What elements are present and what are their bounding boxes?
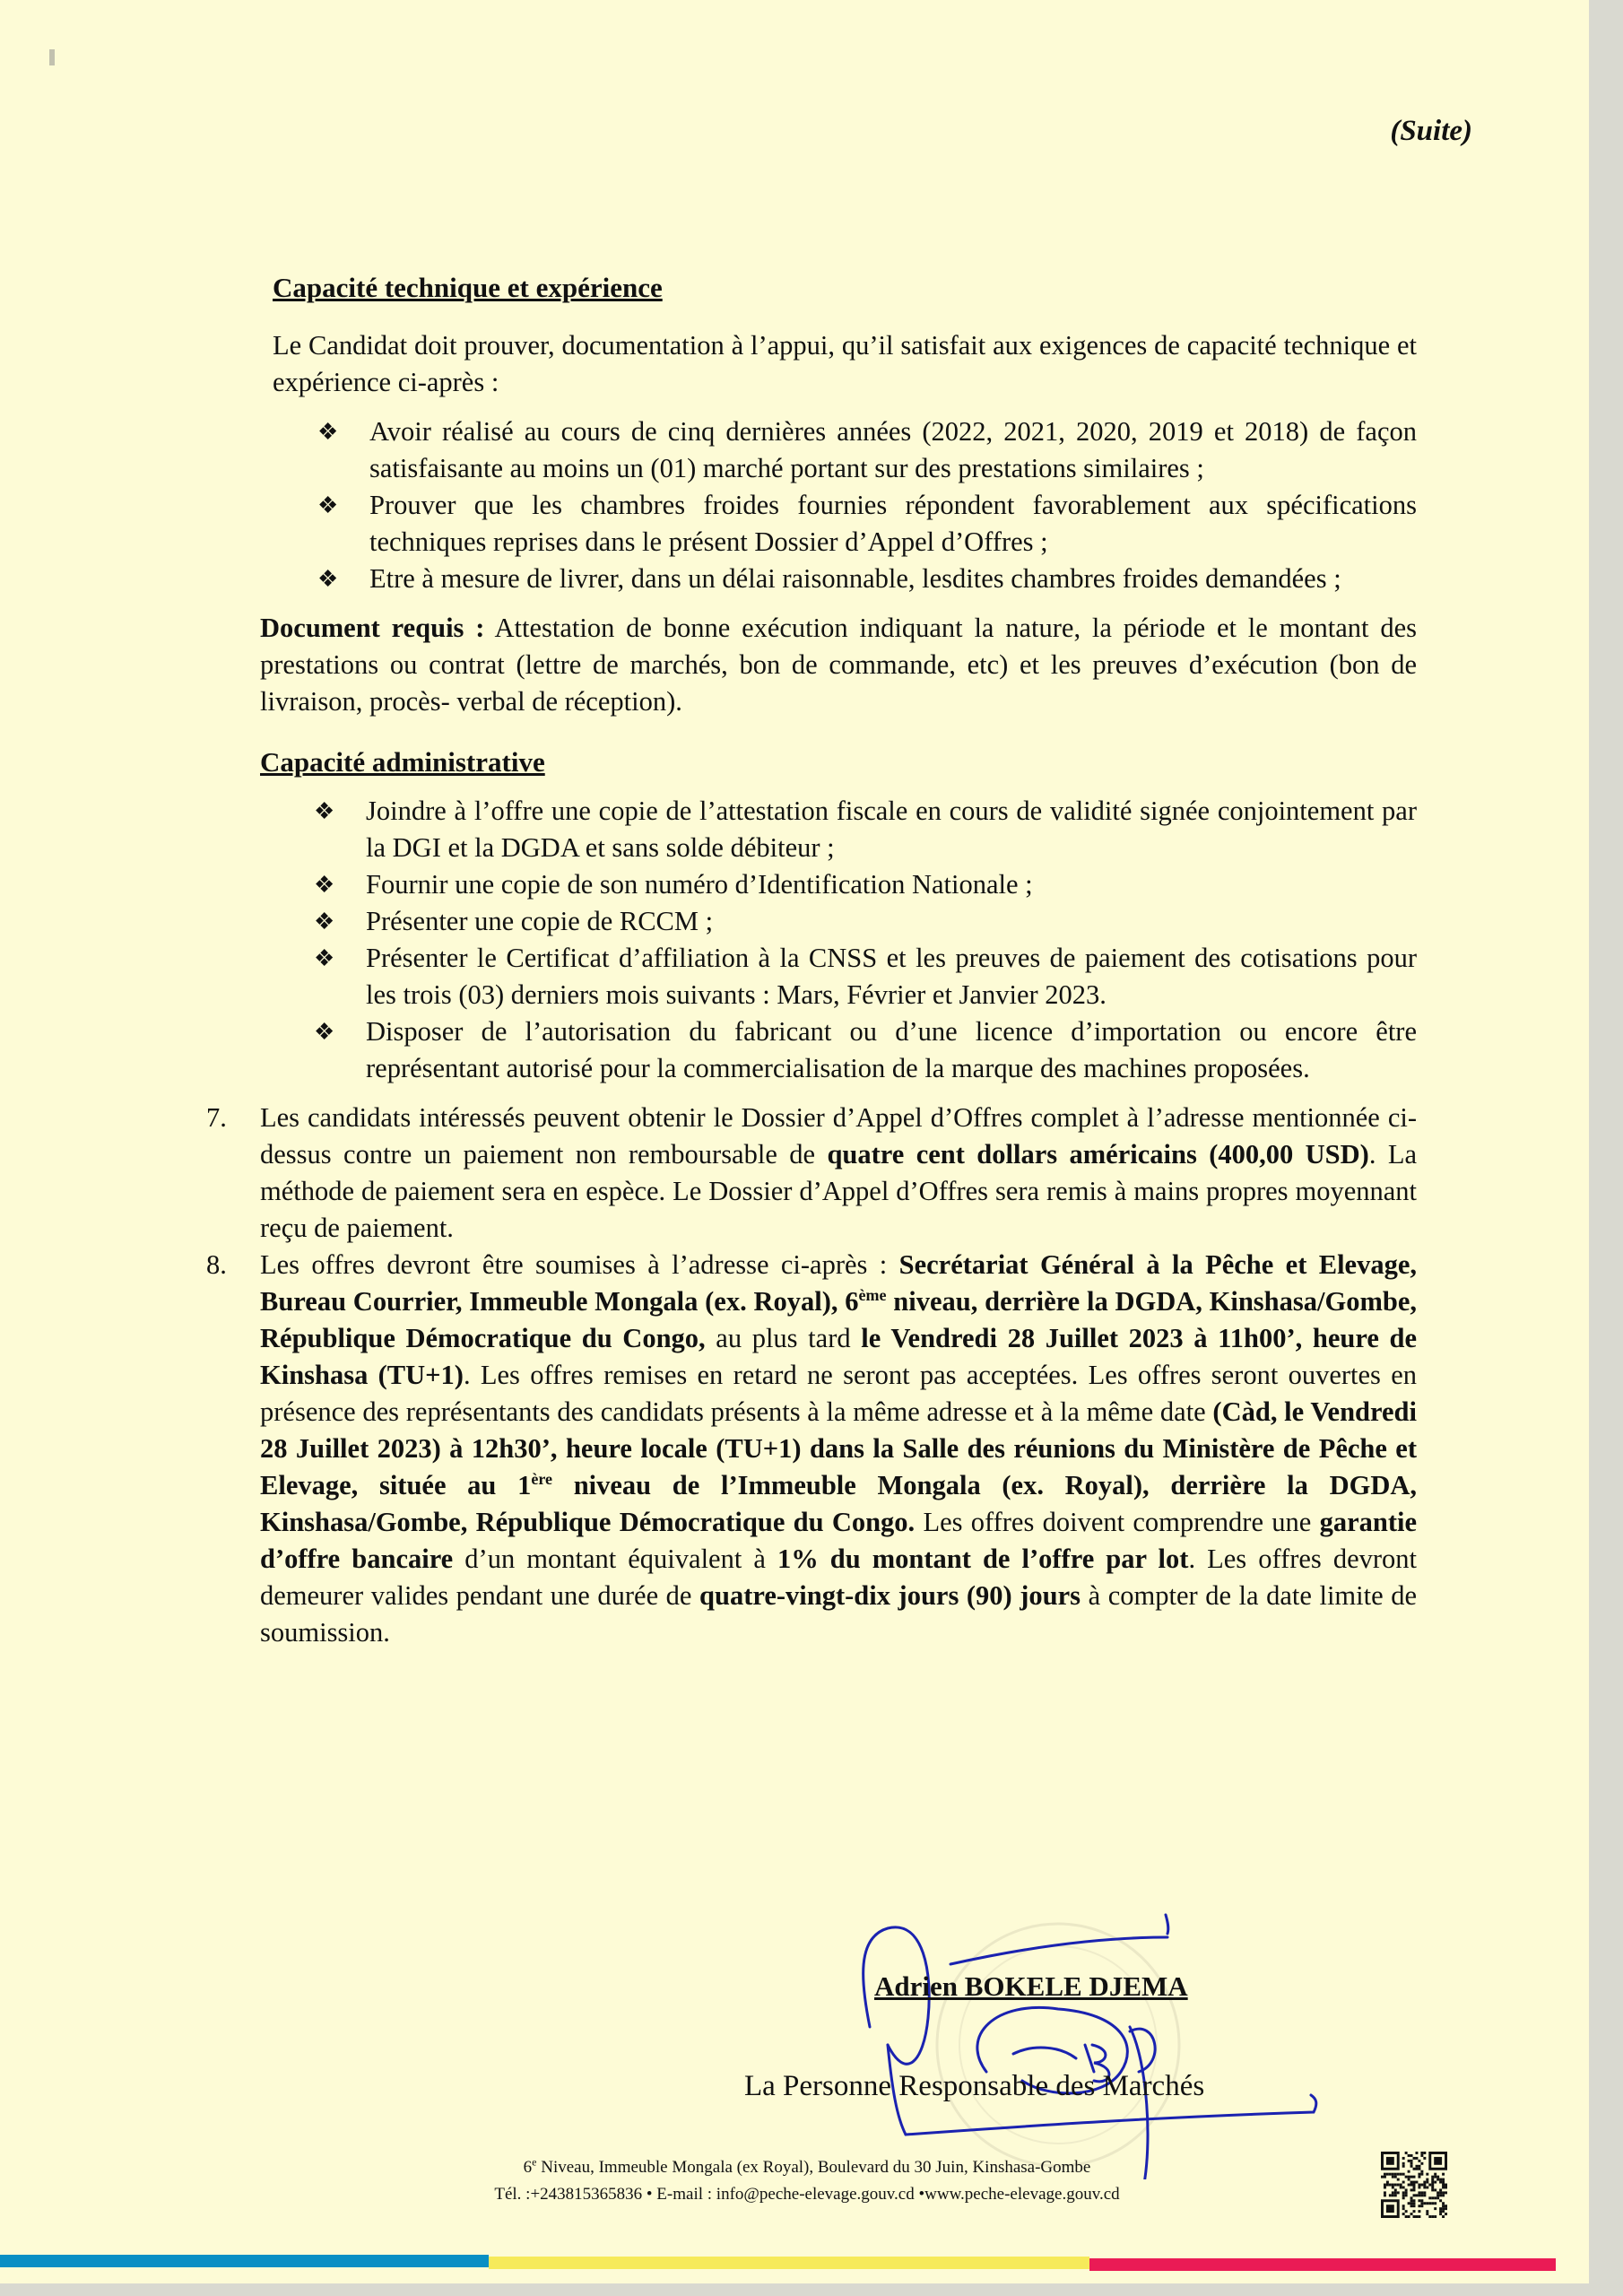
clause-text: au plus tard <box>705 1323 862 1353</box>
list-item: ❖ Fournir une copie de son numéro d’Identification Nationale ; <box>256 866 1417 903</box>
document-body <box>206 269 1418 1651</box>
clause-text: Les candidats intéressés peuvent obtenir le Dossier d’Appel d’Offres complet à l’adresse mentionnée ci-dessus contre un paiement non remboursable de <box>260 1102 1417 1170</box>
technical-intro: Le Candidat doit prouver, documentation à l’appui, qu’il satisfait aux exigences de capacité technique et expérience ci-après : <box>273 330 1417 397</box>
clause-number: 8. <box>206 1249 227 1280</box>
diamond-bullet-icon: ❖ <box>317 492 339 518</box>
heading-administrative-capacity: Capacité administrative <box>260 746 545 778</box>
flag-bar-red <box>1089 2258 1556 2271</box>
signatory-name: Adrien BOKELE DJEMA <box>874 1970 1188 2002</box>
bold-text: garantie d’offre bancaire <box>260 1507 1417 1574</box>
heading-technical-capacity: Capacité technique et expérience <box>273 272 663 303</box>
list-item: ❖ Joindre à l’offre une copie de l’attestation fiscale en cours de validité signée conjointement par la DGI et la DGDA et sans solde débiteur ; <box>256 793 1417 866</box>
list-item: ❖ Présenter le Certificat d’affiliation à la CNSS et les preuves de paiement des cotisations pour les trois (03) derniers mois suivants : Mars, Février et Janvier 2023. <box>256 940 1417 1013</box>
clause-text: Les offres doivent comprendre une <box>915 1507 1320 1537</box>
diamond-bullet-icon: ❖ <box>314 1019 335 1045</box>
numbered-clauses <box>206 1100 1417 1651</box>
numbered-clause <box>206 1100 1417 1247</box>
clause-text: Les offres devront être soumises à l’adresse ci-après : <box>260 1249 899 1280</box>
administrative-requirements-list <box>256 793 1417 1087</box>
scan-speck <box>49 49 55 65</box>
bold-text: 1% du montant de l’offre par lot <box>777 1544 1189 1574</box>
qr-code-icon <box>1381 2151 1447 2219</box>
bold-text: (Càd, le Vendredi 28 Juillet 2023) à 12h30’, heure locale (TU+1) dans la Salle des réunions du Ministère de Pêche et Elevage, située au 1 <box>260 1396 1417 1500</box>
list-item: ❖ Disposer de l’autorisation du fabricant ou d’une licence d’importation ou encore être représentant autorisé pour la commercialisation de la marque des machines proposées. <box>256 1013 1417 1087</box>
bold-text: niveau de l’Immeuble Mongala (ex. Royal), derrière la DGDA, Kinshasa/Gombe, République Démocratique du Congo. <box>260 1470 1417 1537</box>
list-item: ❖ Prouver que les chambres froides fournies répondent favorablement aux spécifications techniques reprises dans le présent Dossier d’Appel d’Offres ; <box>260 487 1417 561</box>
clause-number: 7. <box>206 1102 227 1133</box>
continuation-label: (Suite) <box>1390 115 1472 147</box>
diamond-bullet-icon: ❖ <box>314 798 335 824</box>
clause-text: . La méthode de paiement sera en espèce. Le Dossier d’Appel d’Offres sera remis à mains propres moyennant reçu de paiement. <box>260 1139 1418 1243</box>
bold-text: niveau, derrière la DGDA, Kinshasa/Gombe, République Démocratique du Congo, <box>260 1286 1417 1353</box>
clause-text: d’un montant équivalent à <box>453 1544 777 1574</box>
required-document: Document requis : Attestation de bonne exécution indiquant la nature, la période et le montant des prestations ou contrat (lettre de marchés, bon de commande, etc) et les preuves d’exécution (bon de livraison, procès- verbal de réception). <box>260 613 1417 717</box>
diamond-bullet-icon: ❖ <box>317 566 339 592</box>
bold-text: ème <box>858 1285 887 1304</box>
bold-text: le Vendredi 28 Juillet 2023 à 11h00’, heure de Kinshasa (TU+1) <box>260 1323 1417 1390</box>
diamond-bullet-icon: ❖ <box>314 909 335 935</box>
flag-bar-yellow <box>489 2257 1089 2269</box>
diamond-bullet-icon: ❖ <box>314 945 335 971</box>
handwritten-signature <box>852 1910 1408 2179</box>
flag-bar-blue <box>0 2255 489 2267</box>
bold-text: ère <box>531 1469 552 1488</box>
clause-text: . Les offres devront demeurer valides pendant une durée de <box>260 1544 1418 1611</box>
clause-text: . Les offres remises en retard ne seront pas acceptées. Les offres seront ouvertes en présence des représentants des candidats présents à la même adresse et à la même date <box>260 1360 1417 1427</box>
list-item: ❖ Etre à mesure de livrer, dans un délai raisonnable, lesdites chambres froides demandées ; <box>260 561 1417 597</box>
signatory-title: La Personne Responsable des Marchés <box>744 2070 1205 2102</box>
bold-text: quatre-vingt-dix jours (90) jours <box>699 1580 1081 1611</box>
bold-text: quatre cent dollars américains (400,00 USD) <box>827 1139 1369 1170</box>
list-item: ❖ Avoir réalisé au cours de cinq dernières années (2022, 2021, 2020, 2019 et 2018) de façon satisfaisante au moins un (01) marché portant sur des prestations similaires ; <box>260 413 1417 487</box>
footer-contact: Tél. :+243815365836 • E-mail : info@peche-elevage.gouv.cd •www.peche-elevage.gouv.cd <box>494 2185 1120 2204</box>
footer-address: 6e Niveau, Immeuble Mongala (ex Royal), Boulevard du 30 Juin, Kinshasa-Gombe <box>523 2155 1091 2177</box>
numbered-clause <box>206 1247 1417 1651</box>
technical-requirements-list <box>260 413 1417 597</box>
diamond-bullet-icon: ❖ <box>317 419 339 445</box>
list-item: ❖ Présenter une copie de RCCM ; <box>256 903 1417 940</box>
required-document-label: Document requis : <box>260 613 485 643</box>
bold-text: Secrétariat Général à la Pêche et Elevage, Bureau Courrier, Immeuble Mongala (ex. Royal), 6 <box>260 1249 1417 1317</box>
clause-text: à compter de la date limite de soumission. <box>260 1580 1417 1648</box>
diamond-bullet-icon: ❖ <box>314 872 335 898</box>
